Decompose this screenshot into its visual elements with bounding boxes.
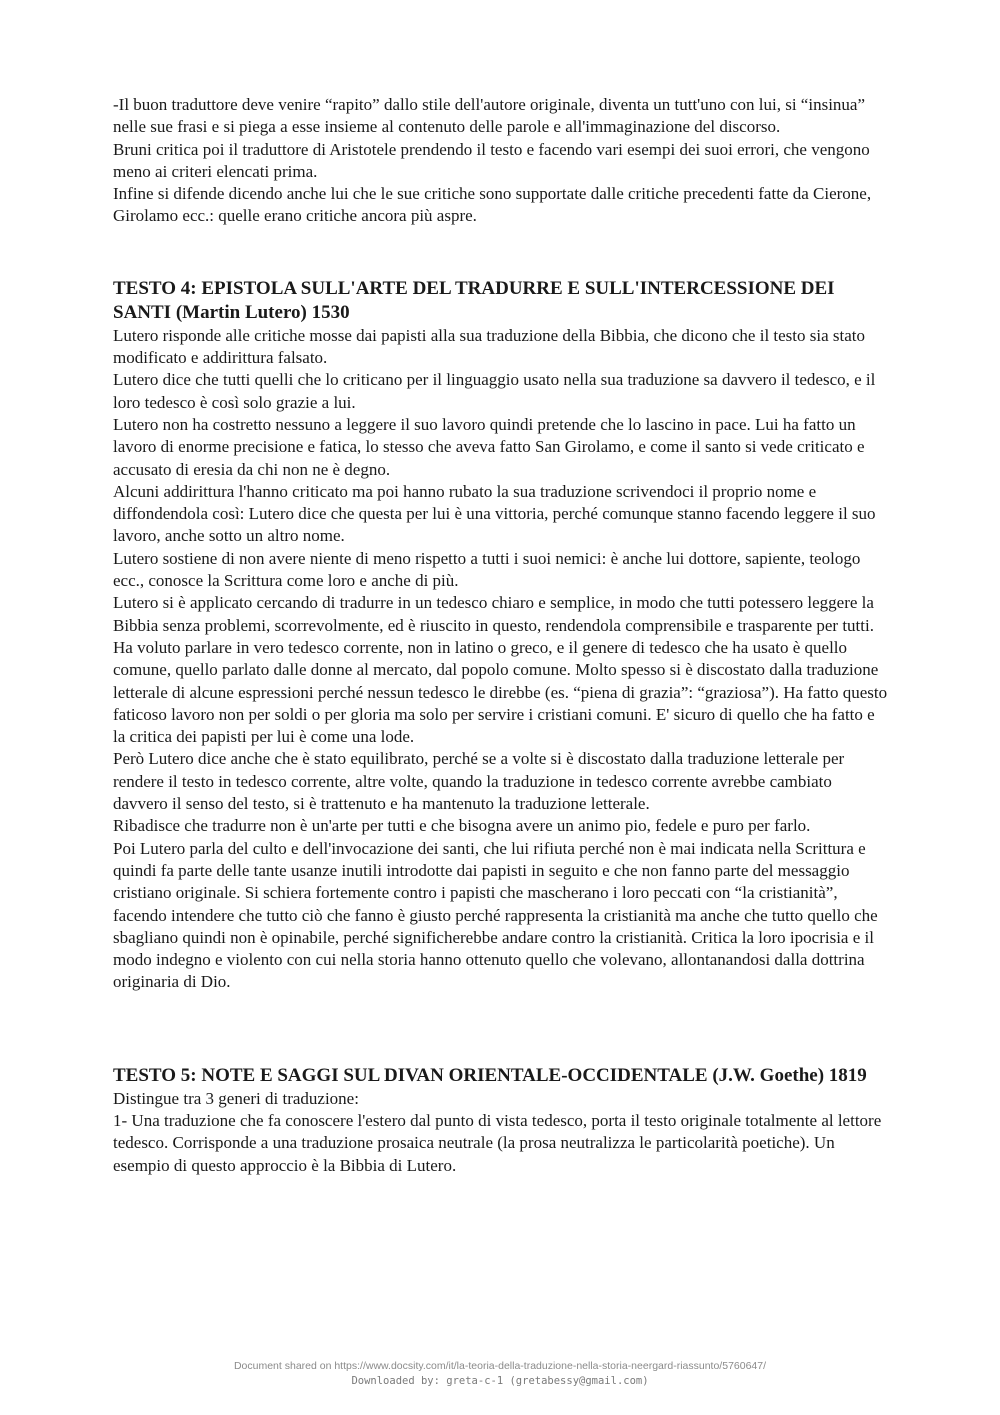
intro-paragraph-3: Infine si difende dicendo anche lui che le sue critiche sono supportate dalle critiche precedenti fatte da Cierone, Girolamo ecc.: quelle erano critiche ancora più aspre. <box>113 184 872 226</box>
document-body <box>113 94 888 1177</box>
testo4-paragraph-5: Lutero sostiene di non avere niente di meno rispetto a tutti i suoi nemici: è anche lui dottore, sapiente, teologo ecc., conosce la Scrittura come loro e anche di più. <box>113 548 861 591</box>
testo4-paragraph-4: Alcuni addirittura l'hanno criticato ma poi hanno rubato la sua traduzione scrivendoci il proprio nome e diffondendola così: Lutero dice che questa per lui è una vittoria, perché comunque stanno facendo leggere il suo lavoro, anche sotto un altro nome. <box>113 481 876 546</box>
footer-downloaded-by: Downloaded by: greta-c-1 (gretabessy@gmail.com) <box>351 1375 649 1387</box>
section-spacer <box>113 228 888 277</box>
testo5-paragraph-2: 1- Una traduzione che fa conoscere l'estero dal punto di vista tedesco, porta il testo originale totalmente al lettore tedesco. Corrisponde a una traduzione prosaica neutrale (la prosa neutralizza le particolarità poetiche). Un esempio di questo approccio è la Bibbia di Lutero. <box>113 1110 882 1175</box>
testo4-paragraph-9: Poi Lutero parla del culto e dell'invocazione dei santi, che lui rifiuta perché non è mai indicata nella Scrittura e quindi fa parte delle tante usanze inutili introdotte dai papisti in seguito e che non fanno parte del messaggio cristiano originale. Si schiera fortemente contro i papisti che mascherano i loro peccati con “la cristianità”, facendo intendere che tutto ciò che fanno è giusto perché rappresenta la cristianità ma anche che tutto quello che sbagliano quindi non è opinabile, perché significherebbe andare contro la cristianità. Critica la loro ipocrisia e il modo indegno e violento con cui nella storia hanno ottenuto quello che volevano, allontanandosi dalla dottrina originaria di Dio. <box>113 838 878 992</box>
testo4-paragraph-3: Lutero non ha costretto nessuno a leggere il suo lavoro quindi pretende che lo lascino in pace. Lui ha fatto un lavoro di enorme precisione e fatica, lo stesso che aveva fatto San Girolamo, e come il santo si vede criticato e accusato di eresia da chi non ne è degno. <box>113 414 865 479</box>
section-spacer <box>113 994 888 1064</box>
intro-paragraph-1: -Il buon traduttore deve venire “rapito” dallo stile dell'autore originale, diventa un tutt'uno con lui, si “insinua” nelle sue frasi e si piega a esse insieme al contenuto delle parole e all'immaginazione del discorso. <box>113 95 866 137</box>
testo4-paragraph-8: Ribadisce che tradurre non è un'arte per tutti e che bisogna avere un animo pio, fedele e puro per farlo. <box>113 816 811 836</box>
testo4-paragraph-7: Però Lutero dice anche che è stato equilibrato, perché se a volte si è discostato dalla traduzione letterale per rendere il testo in tedesco corrente, altre volte, quando la traduzione in tedesco corrente avrebbe cambiato davvero il senso del testo, si è trattenuto e ha mantenuto la traduzione letterale. <box>113 749 845 814</box>
testo5-heading: TESTO 5: NOTE E SAGGI SUL DIVAN ORIENTALE-OCCIDENTALE (J.W. Goethe) 1819 <box>113 1064 867 1086</box>
testo5-paragraph-1: Distingue tra 3 generi di traduzione: <box>113 1088 359 1108</box>
testo4-paragraph-2: Lutero dice che tutti quelli che lo criticano per il linguaggio usato nella sua traduzione sa davvero il tedesco, e il loro tedesco è così solo grazie a lui. <box>113 370 876 412</box>
footer-shared-link: Document shared on https://www.docsity.com/it/la-teoria-della-traduzione-nella-storia-neergard-riassunto/5760647/ <box>233 1360 767 1372</box>
testo4-paragraph-1: Lutero risponde alle critiche mosse dai papisti alla sua traduzione della Bibbia, che dicono che il testo sia stato modificato e addirittura falsato. <box>113 325 866 368</box>
testo4-heading: TESTO 4: EPISTOLA SULL'ARTE DEL TRADURRE E SULL'INTERCESSIONE DEI SANTI (Martin Lutero) 1530 <box>113 277 835 323</box>
intro-paragraph-2: Bruni critica poi il traduttore di Aristotele prendendo il testo e facendo vari esempi dei suoi errori, che vengono meno ai criteri elencati prima. <box>113 139 870 181</box>
testo4-paragraph-6: Lutero si è applicato cercando di tradurre in un tedesco chiaro e semplice, in modo che tutti potessero leggere la Bibbia senza problemi, scorrevolmente, ed è riuscito in questo, rendendola comprensibile e trasparente per tutti. Ha voluto parlare in vero tedesco corrente, non in latino o greco, e il genere di tedesco che ha usato è quello comune, quello parlato dalle donne al mercato, dal popolo comune. Molto spesso si è discostato dalla traduzione letterale di alcune espressioni perché nessun tedesco le direbbe (es. “piena di grazia”: “graziosa”). Ha fatto questo faticoso lavoro non per soldi o per gloria ma solo per servire i cristiani comuni. E' sicuro di quello che ha fatto e la critica dei papisti per lui è come una lode. <box>113 593 888 747</box>
